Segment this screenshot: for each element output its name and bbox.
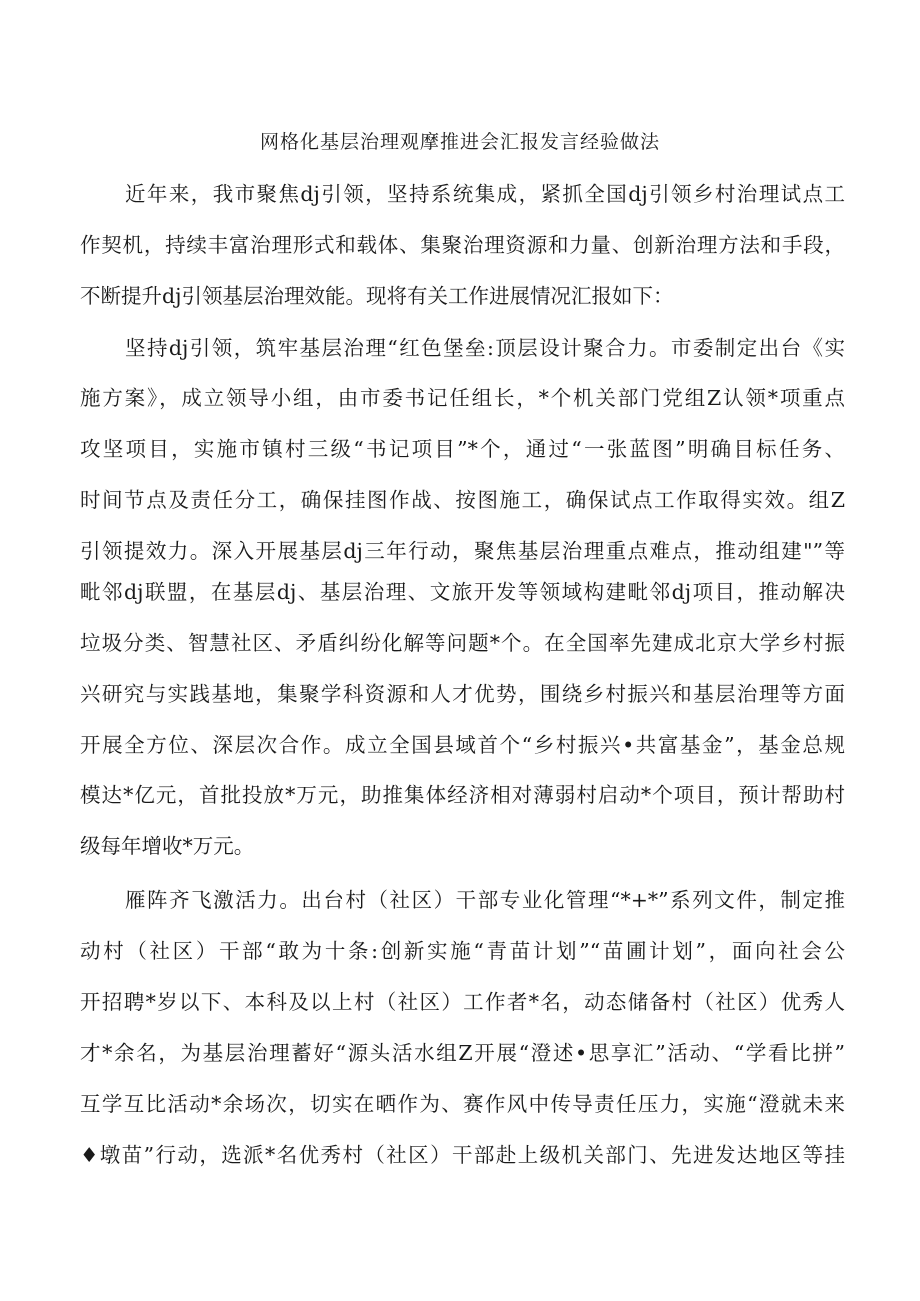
- paragraph-3-line-3: 开招聘*岁以下、本科及以上村（社区）工作者*名，动态储备村（社区）优秀人: [80, 990, 845, 1014]
- paragraph-3-line-5: 互学互比活动*余场次，切实在晒作为、赛作风中传导责任压力，实施“澄就未来: [80, 1092, 845, 1116]
- paragraph-3-line-2: 动村（社区）干部“敢为十条:创新实施“青苗计划”“苗圃计划”，面向社会公: [80, 939, 845, 963]
- paragraph-3-line-6: ♦墩苗”行动，选派*名优秀村（社区）干部赴上级机关部门、先进发达地区等挂: [80, 1143, 845, 1167]
- paragraph-1-line-1: 近年来，我市聚焦dj引领，坚持系统集成，紧抓全国dj引领乡村治理试点工: [125, 182, 845, 206]
- paragraph-1-line-3: 不断提升dj引领基层治理效能。现将有关工作进展情况汇报如下：: [80, 284, 674, 308]
- paragraph-2-line-4: 时间节点及责任分工，确保挂图作战、按图施工，确保试点工作取得实效。组Z: [80, 488, 845, 512]
- paragraph-2-line-10: 模达*亿元，首批投放*万元，助推集体经济相对薄弱村启动*个项目，预计帮助村: [80, 783, 845, 807]
- paragraph-2-line-6: 毗邻dj联盟，在基层dj、基层治理、文旅开发等领域构建毗邻dj项目，推动解决: [80, 580, 845, 604]
- paragraph-2-line-7: 垃圾分类、智慧社区、矛盾纠纷化解等问题*个。在全国率先建成北京大学乡村振: [80, 631, 845, 655]
- paragraph-1-line-2: 作契机，持续丰富治理形式和载体、集聚治理资源和力量、创新治理方法和手段，: [80, 233, 845, 257]
- paragraph-2-line-1: 坚持dj引领，筑牢基层治理“红色堡垒:顶层设计聚合力。市委制定出台《实: [125, 336, 845, 360]
- paragraph-2-line-2: 施方案》，成立领导小组，由市委书记任组长，*个机关部门党组Z认领*项重点: [80, 386, 845, 410]
- paragraph-2-line-3: 攻坚项目，实施市镇村三级“书记项目”*个，通过“一张蓝图”明确目标任务、: [80, 437, 845, 461]
- paragraph-2-line-5: 引领提效力。深入开展基层dj三年行动，聚焦基层治理重点难点，推动组建"”等: [80, 539, 845, 563]
- paragraph-3-line-1: 雁阵齐飞激活力。出台村（社区）干部专业化管理“*+*”系列文件，制定推: [125, 888, 845, 912]
- paragraph-3-line-4: 才*余名，为基层治理蓄好“源头活水组Z开展“澄述•思享汇”活动、“学看比拼”: [80, 1041, 845, 1065]
- paragraph-2-line-8: 兴研究与实践基地，集聚学科资源和人才优势，围绕乡村振兴和基层治理等方面: [80, 682, 845, 706]
- document-title: 网格化基层治理观摩推进会汇报发言经验做法: [259, 131, 660, 153]
- paragraph-2-line-9: 开展全方位、深层次合作。成立全国县域首个“乡村振兴•共富基金”，基金总规: [80, 733, 845, 757]
- paragraph-2-line-11: 级每年增收*万元。: [80, 834, 255, 858]
